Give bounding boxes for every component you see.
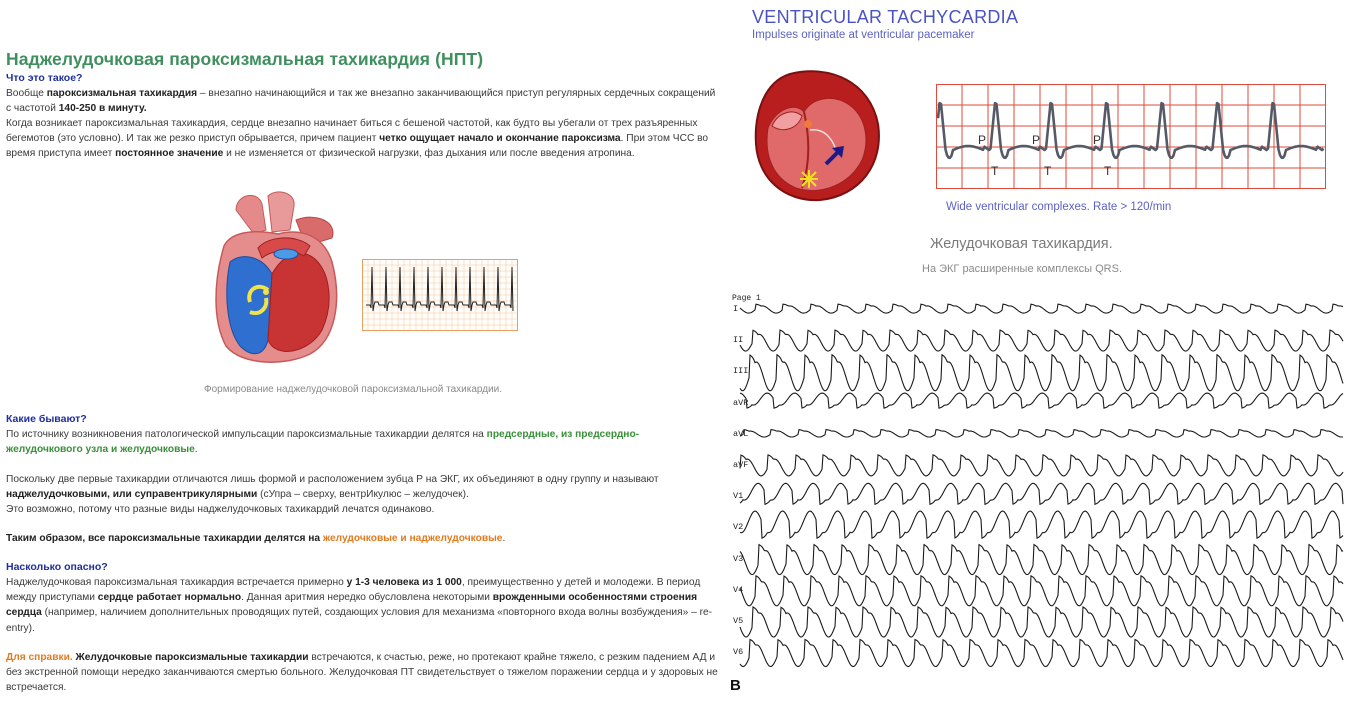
paragraph-description: Когда возникает пароксизмальная тахикардия, сердце внезапно начинает биться с бешеной частотой, как будто вы убегали от трех разъяренных бегемотов (это условно). И так же резко приступ обрывается, причем пациент четко ощущает начало и окончание пароксизма. При этом ЧСС во время приступа имеет постоянное значение и не изменяется от физической нагрузки, фаз дыхания или после введения атропина.	[6, 118, 709, 160]
wave-label-p: P	[978, 133, 987, 147]
ecg-lead-label: V4	[733, 584, 744, 595]
panel-label: B	[730, 677, 741, 694]
figure-caption: Формирование наджелудочковой пароксизмальной тахикардии.	[204, 384, 502, 395]
vt-subtitle-ru: На ЭКГ расширенные комплексы QRS.	[922, 263, 1123, 275]
svt-ecg-strip	[362, 259, 518, 331]
vt-title: VENTRICULAR TACHYCARDIA	[752, 7, 1019, 27]
ecg-lead-label: V3	[733, 553, 744, 564]
vt-heart-diagram	[750, 68, 884, 204]
paragraph-grouping: Поскольку две первые тахикардии отличаются лишь формой и расположением зубца Р на ЭКГ, их объединяют в одну группу и называют наджелудочковыми, или суправентрикулярными (сУпра – сверху, вентрИкулюс – желудочек). Это возможно, потому что разные виды наджелудочковых тахикардий лечатся одинаково.	[6, 474, 659, 516]
ecg-lead-label: I	[733, 304, 739, 314]
paragraph-summary: Таким образом, все пароксизмальные тахикардии делятся на желудочковые и наджелудочковые.	[6, 533, 506, 544]
ecg-page-label: Page 1	[732, 294, 761, 303]
wave-label-t: T	[991, 164, 999, 178]
wave-label-p: P	[1032, 133, 1041, 147]
wave-label-t: T	[1044, 164, 1052, 178]
wave-label-t: T	[1104, 164, 1112, 178]
paragraph-reference: Для справки. Желудочковые пароксизмальные тахикардии встречаются, к счастью, реже, но протекают крайне тяжело, с резким падением АД и без экстренной помощи нередко заканчиваются смертью больного. Желудочковая ПТ свидетельствует о тяжелом поражении сердца и у здоровых не встречается.	[6, 652, 718, 694]
ecg-lead-label: V1	[733, 491, 744, 502]
vt-caption: Wide ventricular complexes. Rate > 120/min	[946, 201, 1172, 213]
section-heading-what: Что это такое?	[6, 72, 83, 84]
ecg-lead-label: V6	[733, 647, 744, 658]
vt-subtitle: Impulses originate at ventricular pacemaker	[752, 29, 975, 41]
paragraph-danger: Наджелудочковая пароксизмальная тахикардия встречается примерно у 1-3 человека из 1 000, преимущественно у детей и молодежи. В период между приступами сердце работает нормально. Данная аритмия нередко обусловлена некоторыми врожденными особенностями строения сердца (например, наличием дополнительных проводящих путей, создающих условия для механизма «повторного входа волны возбуждения» – re-entry).	[6, 577, 713, 634]
ecg-lead-label: III	[733, 366, 749, 377]
section-heading-danger: Насколько опасно?	[6, 561, 108, 573]
paragraph-types: По источнику возникновения патологической импульсации пароксизмальные тахикардии делятся на предсердные, из предсердно-желудочкового узла и желудочковые.	[6, 429, 640, 456]
ecg-lead-label: V5	[733, 616, 744, 626]
ecg-lead-label: II	[733, 335, 744, 346]
wave-label-p: P	[1093, 133, 1102, 147]
page-title: Наджелудочковая пароксизмальная тахикардия (НПТ)	[6, 49, 484, 69]
vt-title-ru: Желудочковая тахикардия.	[930, 236, 1113, 252]
vt-ecg-strip	[936, 84, 1328, 190]
twelve-lead-ecg	[728, 290, 1348, 674]
ecg-lead-label: aVR	[733, 397, 749, 408]
ecg-lead-label: aVF	[733, 460, 749, 470]
heart-illustration	[206, 190, 346, 366]
paragraph-definition: Вообще пароксизмальная тахикардия – внезапно начинающийся и так же внезапно заканчивающийся приступ регулярных сердечных сокращений с частотой 140-250 в минуту.	[6, 88, 716, 115]
ecg-lead-label: aVL	[733, 428, 749, 439]
ecg-lead-label: V2	[733, 522, 744, 533]
section-heading-types: Какие бывают?	[6, 413, 87, 425]
